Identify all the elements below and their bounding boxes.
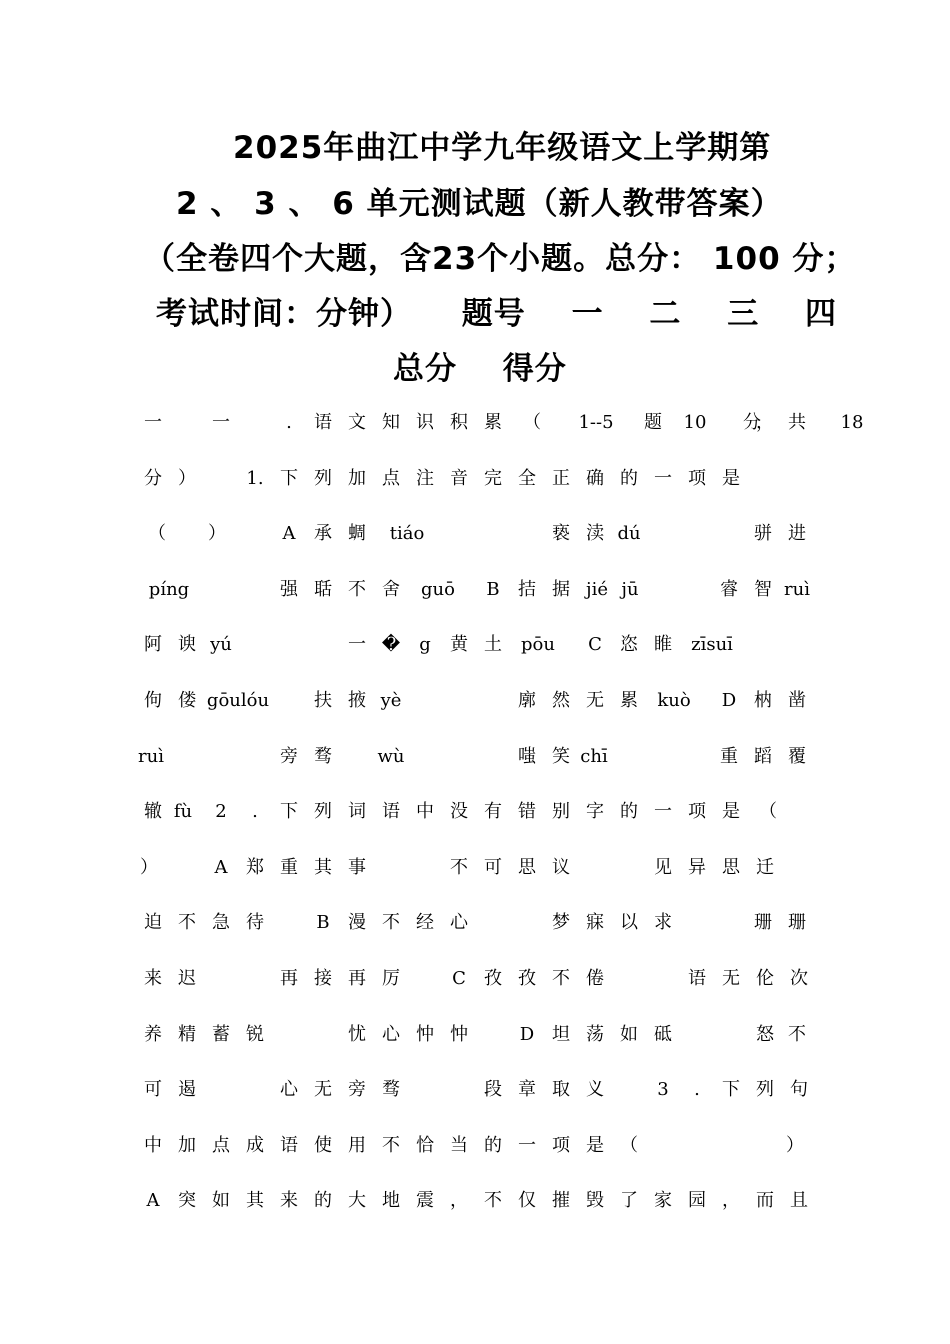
text-token: 累 [620, 690, 638, 711]
text-token: 漫 [348, 912, 366, 934]
text-token: C [452, 968, 466, 989]
text-token: chī [580, 745, 608, 767]
text-token: 待 [246, 912, 264, 934]
text-token: 忧 [348, 1023, 366, 1045]
text-token: 语 [280, 1134, 298, 1156]
text-token: ） [786, 1134, 804, 1156]
text-token: 下 [280, 801, 298, 823]
text-token: 拮 [518, 578, 536, 600]
text-token: kuò [657, 690, 691, 711]
text-token: ， [756, 412, 774, 433]
text-token: 旁 [280, 745, 298, 767]
text-line [0, 1076, 950, 1104]
text-token: zīsuī [691, 634, 733, 656]
text-token: dú [617, 523, 641, 545]
text-token: 文 [348, 412, 366, 433]
text-token: A [282, 523, 296, 545]
text-token: 郑 [246, 856, 264, 878]
text-token: 大 [348, 1190, 366, 1212]
text-token: 一 [348, 634, 366, 656]
text-token: 段 [484, 1079, 502, 1101]
text-token: 的 [484, 1134, 502, 1156]
text-line [0, 576, 950, 604]
text-token: 再 [280, 968, 298, 989]
text-token: 如 [212, 1190, 230, 1212]
text-token: 倦 [586, 968, 604, 989]
text-token: 句 [790, 1079, 808, 1101]
text-token: ruì [784, 578, 810, 600]
text-line [0, 1021, 950, 1049]
text-token: 嗤 [518, 745, 536, 767]
text-token: 项 [552, 1134, 570, 1156]
text-token: 不 [450, 856, 468, 878]
text-token: jié [586, 578, 608, 600]
text-token: 养 [144, 1023, 162, 1045]
text-token: （ [620, 1134, 638, 1156]
text-token: 廓 [518, 690, 536, 711]
text-token: C [588, 634, 602, 656]
score-table-col-2: 二 [649, 296, 682, 332]
text-token: 一 [654, 467, 672, 489]
text-line [0, 631, 950, 659]
text-token: 共 [788, 412, 806, 433]
text-line [0, 465, 950, 493]
text-token: jū [621, 578, 639, 600]
text-token: （ [523, 412, 541, 433]
text-token: 下 [722, 1079, 740, 1101]
text-token: 而 [756, 1190, 774, 1212]
text-line [0, 409, 950, 437]
text-line [0, 965, 950, 993]
text-token: 了 [620, 1190, 638, 1212]
text-token: 章 [518, 1079, 536, 1101]
text-token: 没 [450, 801, 468, 823]
score-table-col-3: 三 [727, 296, 760, 332]
text-token: 当 [450, 1134, 468, 1156]
text-token: 精 [178, 1023, 196, 1045]
text-token: 迫 [144, 912, 162, 934]
text-token: 再 [348, 968, 366, 989]
text-token: 重 [720, 745, 738, 767]
text-token: 智 [754, 578, 772, 600]
text-token: . [694, 1079, 700, 1101]
text-token: 不 [348, 578, 366, 600]
text-token: 骛 [382, 1079, 400, 1101]
text-token: 突 [178, 1190, 196, 1212]
text-token: 分 [144, 467, 162, 489]
text-token: 覆 [788, 745, 806, 767]
text-token: 字 [586, 801, 604, 823]
text-token: 厉 [382, 968, 400, 989]
text-token: 珊 [788, 912, 806, 934]
text-token: . [286, 412, 292, 433]
text-token: yú [210, 634, 232, 656]
text-token: 据 [552, 578, 570, 600]
text-token: 强 [280, 578, 298, 600]
text-token: 识 [416, 412, 434, 433]
text-token: 急 [212, 912, 230, 934]
score-table-header: 题号 [461, 296, 526, 332]
text-token: 旁 [348, 1079, 366, 1101]
text-token: 其 [246, 1190, 264, 1212]
text-token: 重 [280, 856, 298, 878]
text-token: 是 [586, 1134, 604, 1156]
text-token: （ [759, 801, 777, 823]
text-token: 孜 [484, 968, 502, 989]
text-token: . [252, 801, 258, 823]
text-token: ， [450, 1190, 468, 1212]
text-token: 项 [688, 467, 706, 489]
text-line [0, 520, 950, 548]
text-token: 使 [314, 1134, 332, 1156]
text-token: 寐 [586, 912, 604, 934]
text-token: 用 [348, 1134, 366, 1156]
text-token: 是 [722, 467, 740, 489]
text-token: 不 [382, 912, 400, 934]
text-token: 可 [144, 1079, 162, 1101]
text-line [0, 743, 950, 771]
text-token: ， [722, 1190, 740, 1212]
text-token: 义 [586, 1079, 604, 1101]
text-token: ） [178, 467, 196, 489]
text-token: 可 [484, 856, 502, 878]
text-token: 无 [586, 690, 604, 711]
text-line [0, 909, 950, 937]
text-token: 谀 [178, 634, 196, 656]
text-token: 无 [722, 968, 740, 989]
text-token: 确 [586, 467, 604, 489]
text-token: 仅 [518, 1190, 536, 1212]
text-token: 语 [382, 801, 400, 823]
text-token: 黄 [450, 634, 468, 656]
title-line-5 [393, 349, 567, 389]
text-token: yè [380, 690, 402, 711]
text-token: 思 [518, 856, 536, 878]
text-token: 积 [450, 412, 468, 433]
text-token: píng [148, 578, 190, 600]
text-token: 园 [688, 1190, 706, 1212]
text-line [0, 854, 950, 882]
text-token: 砥 [654, 1023, 672, 1045]
text-token: 阿 [144, 634, 162, 656]
text-token: 1--5 [578, 412, 614, 433]
text-token: 扶 [314, 690, 332, 711]
text-token: 不 [552, 968, 570, 989]
text-token: 来 [280, 1190, 298, 1212]
text-token: 是 [722, 801, 740, 823]
text-token: 蓄 [212, 1023, 230, 1045]
score-table-col-1: 一 [571, 296, 604, 332]
text-token: 议 [552, 856, 570, 878]
text-token: 有 [484, 801, 502, 823]
text-token: 坦 [552, 1023, 570, 1045]
text-token: pōu [521, 634, 555, 656]
text-token: ruì [138, 745, 164, 767]
text-token: 接 [314, 968, 332, 989]
text-token: 3 [657, 1079, 669, 1101]
text-token: 震 [416, 1190, 434, 1212]
text-token: 梦 [552, 912, 570, 934]
text-token: 摧 [552, 1190, 570, 1212]
text-token: 笑 [552, 745, 570, 767]
text-token: 列 [314, 467, 332, 489]
text-token: 掖 [348, 690, 366, 711]
score-table-col-4: 四 [804, 296, 837, 332]
text-token: D [519, 1023, 535, 1045]
text-token: 土 [484, 634, 502, 656]
text-token: 1. [246, 467, 264, 489]
text-token: 忡 [450, 1023, 468, 1045]
text-token: guō [421, 578, 455, 600]
text-token: 心 [382, 1023, 400, 1045]
text-token: 其 [314, 856, 332, 878]
text-token: 知 [382, 412, 400, 433]
text-token: 骈 [754, 523, 772, 545]
text-token: 成 [246, 1134, 264, 1156]
text-token: 蹈 [754, 745, 772, 767]
text-token: 语 [314, 412, 332, 433]
text-token: 的 [314, 1190, 332, 1212]
text-token: 忡 [416, 1023, 434, 1045]
text-token: 异 [688, 856, 706, 878]
text-token: 家 [654, 1190, 672, 1212]
text-token: 的 [620, 467, 638, 489]
text-token: 累 [484, 412, 502, 433]
text-token: 思 [722, 856, 740, 878]
text-token: 别 [552, 801, 570, 823]
text-token: 蜩 [348, 523, 366, 545]
text-token: 骛 [314, 745, 332, 767]
text-token: 承 [314, 523, 332, 545]
text-token: （ [148, 523, 166, 545]
text-line [0, 687, 950, 715]
text-line [0, 1187, 950, 1215]
text-token: 如 [620, 1023, 638, 1045]
text-token: 事 [348, 856, 366, 878]
text-token: 一 [212, 412, 230, 433]
text-token: 见 [654, 856, 672, 878]
text-token: 睢 [654, 634, 672, 656]
text-token: 经 [416, 912, 434, 934]
text-token: 辙 [144, 801, 162, 823]
text-token: 10 [683, 412, 707, 433]
text-token: B [486, 578, 500, 600]
text-token: 进 [788, 523, 806, 545]
text-token: 列 [756, 1079, 774, 1101]
text-token: ） [140, 856, 158, 878]
text-token: g [419, 634, 431, 656]
text-token: 全 [518, 467, 536, 489]
text-token: A [146, 1190, 160, 1212]
text-token: 中 [144, 1134, 162, 1156]
text-token: 迁 [756, 856, 774, 878]
text-token: 一 [518, 1134, 536, 1156]
text-token: 求 [654, 912, 672, 934]
text-token: 不 [382, 1134, 400, 1156]
text-token: 不 [178, 912, 196, 934]
text-token: 分 [743, 412, 761, 433]
text-token: 完 [484, 467, 502, 489]
text-line [0, 1132, 950, 1160]
text-token: 凿 [788, 690, 806, 711]
title-line-1: 2025年曲江中学九年级语文上学期第 [233, 130, 772, 166]
text-token: 亵 [552, 523, 570, 545]
text-token: 取 [552, 1079, 570, 1101]
text-token: gōulóu [206, 690, 270, 711]
exam-time-label: 考试时间：分钟） [156, 296, 412, 332]
text-token: 正 [552, 467, 570, 489]
text-token: 音 [450, 467, 468, 489]
text-token: tiáo [389, 523, 425, 545]
text-token: 锐 [246, 1023, 264, 1045]
text-token: 伦 [756, 968, 774, 989]
text-token: 错 [518, 801, 536, 823]
text-token: 点 [212, 1134, 230, 1156]
text-token: D [721, 690, 737, 711]
text-token: 词 [348, 801, 366, 823]
text-token: 毁 [586, 1190, 604, 1212]
text-token: 舍 [382, 578, 400, 600]
text-token: 枘 [754, 690, 772, 711]
score-table-score: 得分 [502, 351, 567, 387]
text-token: 次 [790, 968, 808, 989]
text-token: 项 [688, 801, 706, 823]
text-token: wù [377, 745, 405, 767]
text-token: 心 [450, 912, 468, 934]
text-token: 遏 [178, 1079, 196, 1101]
text-token: 以 [620, 912, 638, 934]
score-table-total: 总分 [393, 351, 457, 387]
text-token: 且 [790, 1190, 808, 1212]
text-token: 加 [178, 1134, 196, 1156]
text-token: 无 [314, 1079, 332, 1101]
text-token: 孜 [518, 968, 536, 989]
text-token: 聒 [314, 578, 332, 600]
text-token: 珊 [754, 912, 772, 934]
text-token: 语 [688, 968, 706, 989]
text-token: B [316, 912, 330, 934]
text-token: fù [173, 801, 193, 823]
text-token: 点 [382, 467, 400, 489]
text-token: 心 [280, 1079, 298, 1101]
text-token: 怒 [756, 1023, 774, 1045]
text-token: 一 [144, 412, 162, 433]
title-line-4 [156, 294, 871, 334]
text-token: 一 [654, 801, 672, 823]
text-token: 恰 [416, 1134, 434, 1156]
text-token: A [214, 856, 228, 878]
text-line [0, 798, 950, 826]
text-token: 不 [788, 1023, 806, 1045]
text-token: 地 [382, 1190, 400, 1212]
text-token: 2 [215, 801, 227, 823]
text-token: 下 [280, 467, 298, 489]
text-token: 注 [416, 467, 434, 489]
text-token: 睿 [720, 578, 738, 600]
text-token: 迟 [178, 968, 196, 989]
text-token: 中 [416, 801, 434, 823]
text-token: 的 [620, 801, 638, 823]
text-token: 佝 [144, 690, 162, 711]
text-token: 恣 [620, 634, 638, 656]
text-token: ） [208, 523, 226, 545]
text-token: 列 [314, 801, 332, 823]
text-token: 渎 [586, 523, 604, 545]
text-token: 题 [644, 412, 662, 433]
title-line-2: 2 、 3 、 6 单元测试题（新人教带答案） [176, 186, 783, 222]
text-token: 偻 [178, 690, 196, 711]
text-token: � [381, 634, 401, 656]
text-token: 然 [552, 690, 570, 711]
text-token: 加 [348, 467, 366, 489]
text-token: 荡 [586, 1023, 604, 1045]
text-token: 来 [144, 968, 162, 989]
text-token: 18 [840, 412, 864, 433]
text-token: 不 [484, 1190, 502, 1212]
title-line-3: （全卷四个大题，含23个小题。总分： 100 分； [144, 241, 857, 277]
